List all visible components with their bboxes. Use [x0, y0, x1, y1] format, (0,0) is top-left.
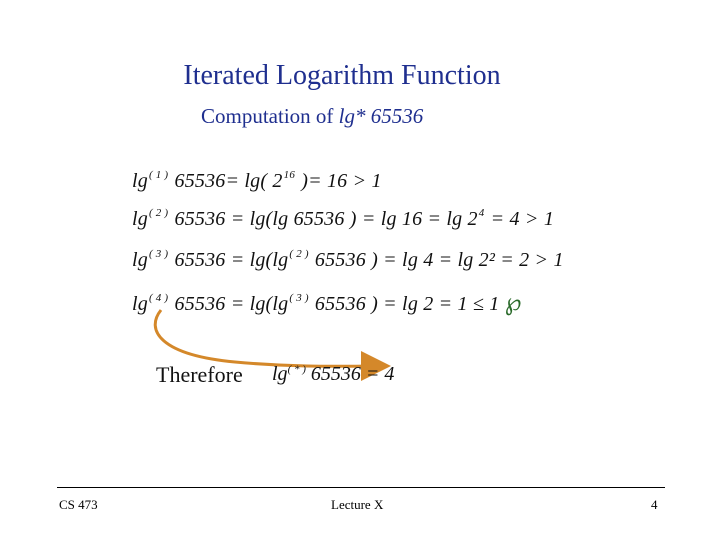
footer-course: CS 473	[59, 497, 98, 512]
equation-2: $\lg^{( 2 )} 65536 = \lg(\lg$ 65536 ) = $\lg 16 = \lg 2^4 = 4 > 1$	[132, 207, 555, 230]
subtitle-prefix: Computation of	[201, 104, 339, 128]
subtitle-function: lg*	[338, 104, 366, 128]
slide-subtitle	[201, 104, 423, 129]
equation-3: $\lg^{( 3 )} 65536 = \lg(\lg^{( 2 )}$ 65536 ) = lg 4 = lg 2² = 2 > 1	[132, 248, 564, 271]
subtitle-number: 65536	[365, 104, 424, 128]
slide-title: Iterated Logarithm Function	[183, 60, 501, 91]
footer-page-number: 4	[651, 497, 658, 512]
equation-4: $\lg^{( 4 )} 65536 = \lg(\lg^{( 3 )}$ 65536 ) = lg 2 = 1 ≤ 1 ℘	[132, 290, 522, 316]
end-mark: ℘	[504, 290, 522, 316]
footer-rule	[57, 487, 665, 488]
equation-1: $\lg^{( 1 )} 65536= \lg$( $2^{16}$ )= 16 > 1	[132, 169, 382, 192]
therefore-label: Therefore	[156, 362, 243, 387]
result-equation: lg( * ) 65536 = 4	[272, 363, 395, 385]
footer-lecture: Lecture X	[331, 497, 384, 512]
